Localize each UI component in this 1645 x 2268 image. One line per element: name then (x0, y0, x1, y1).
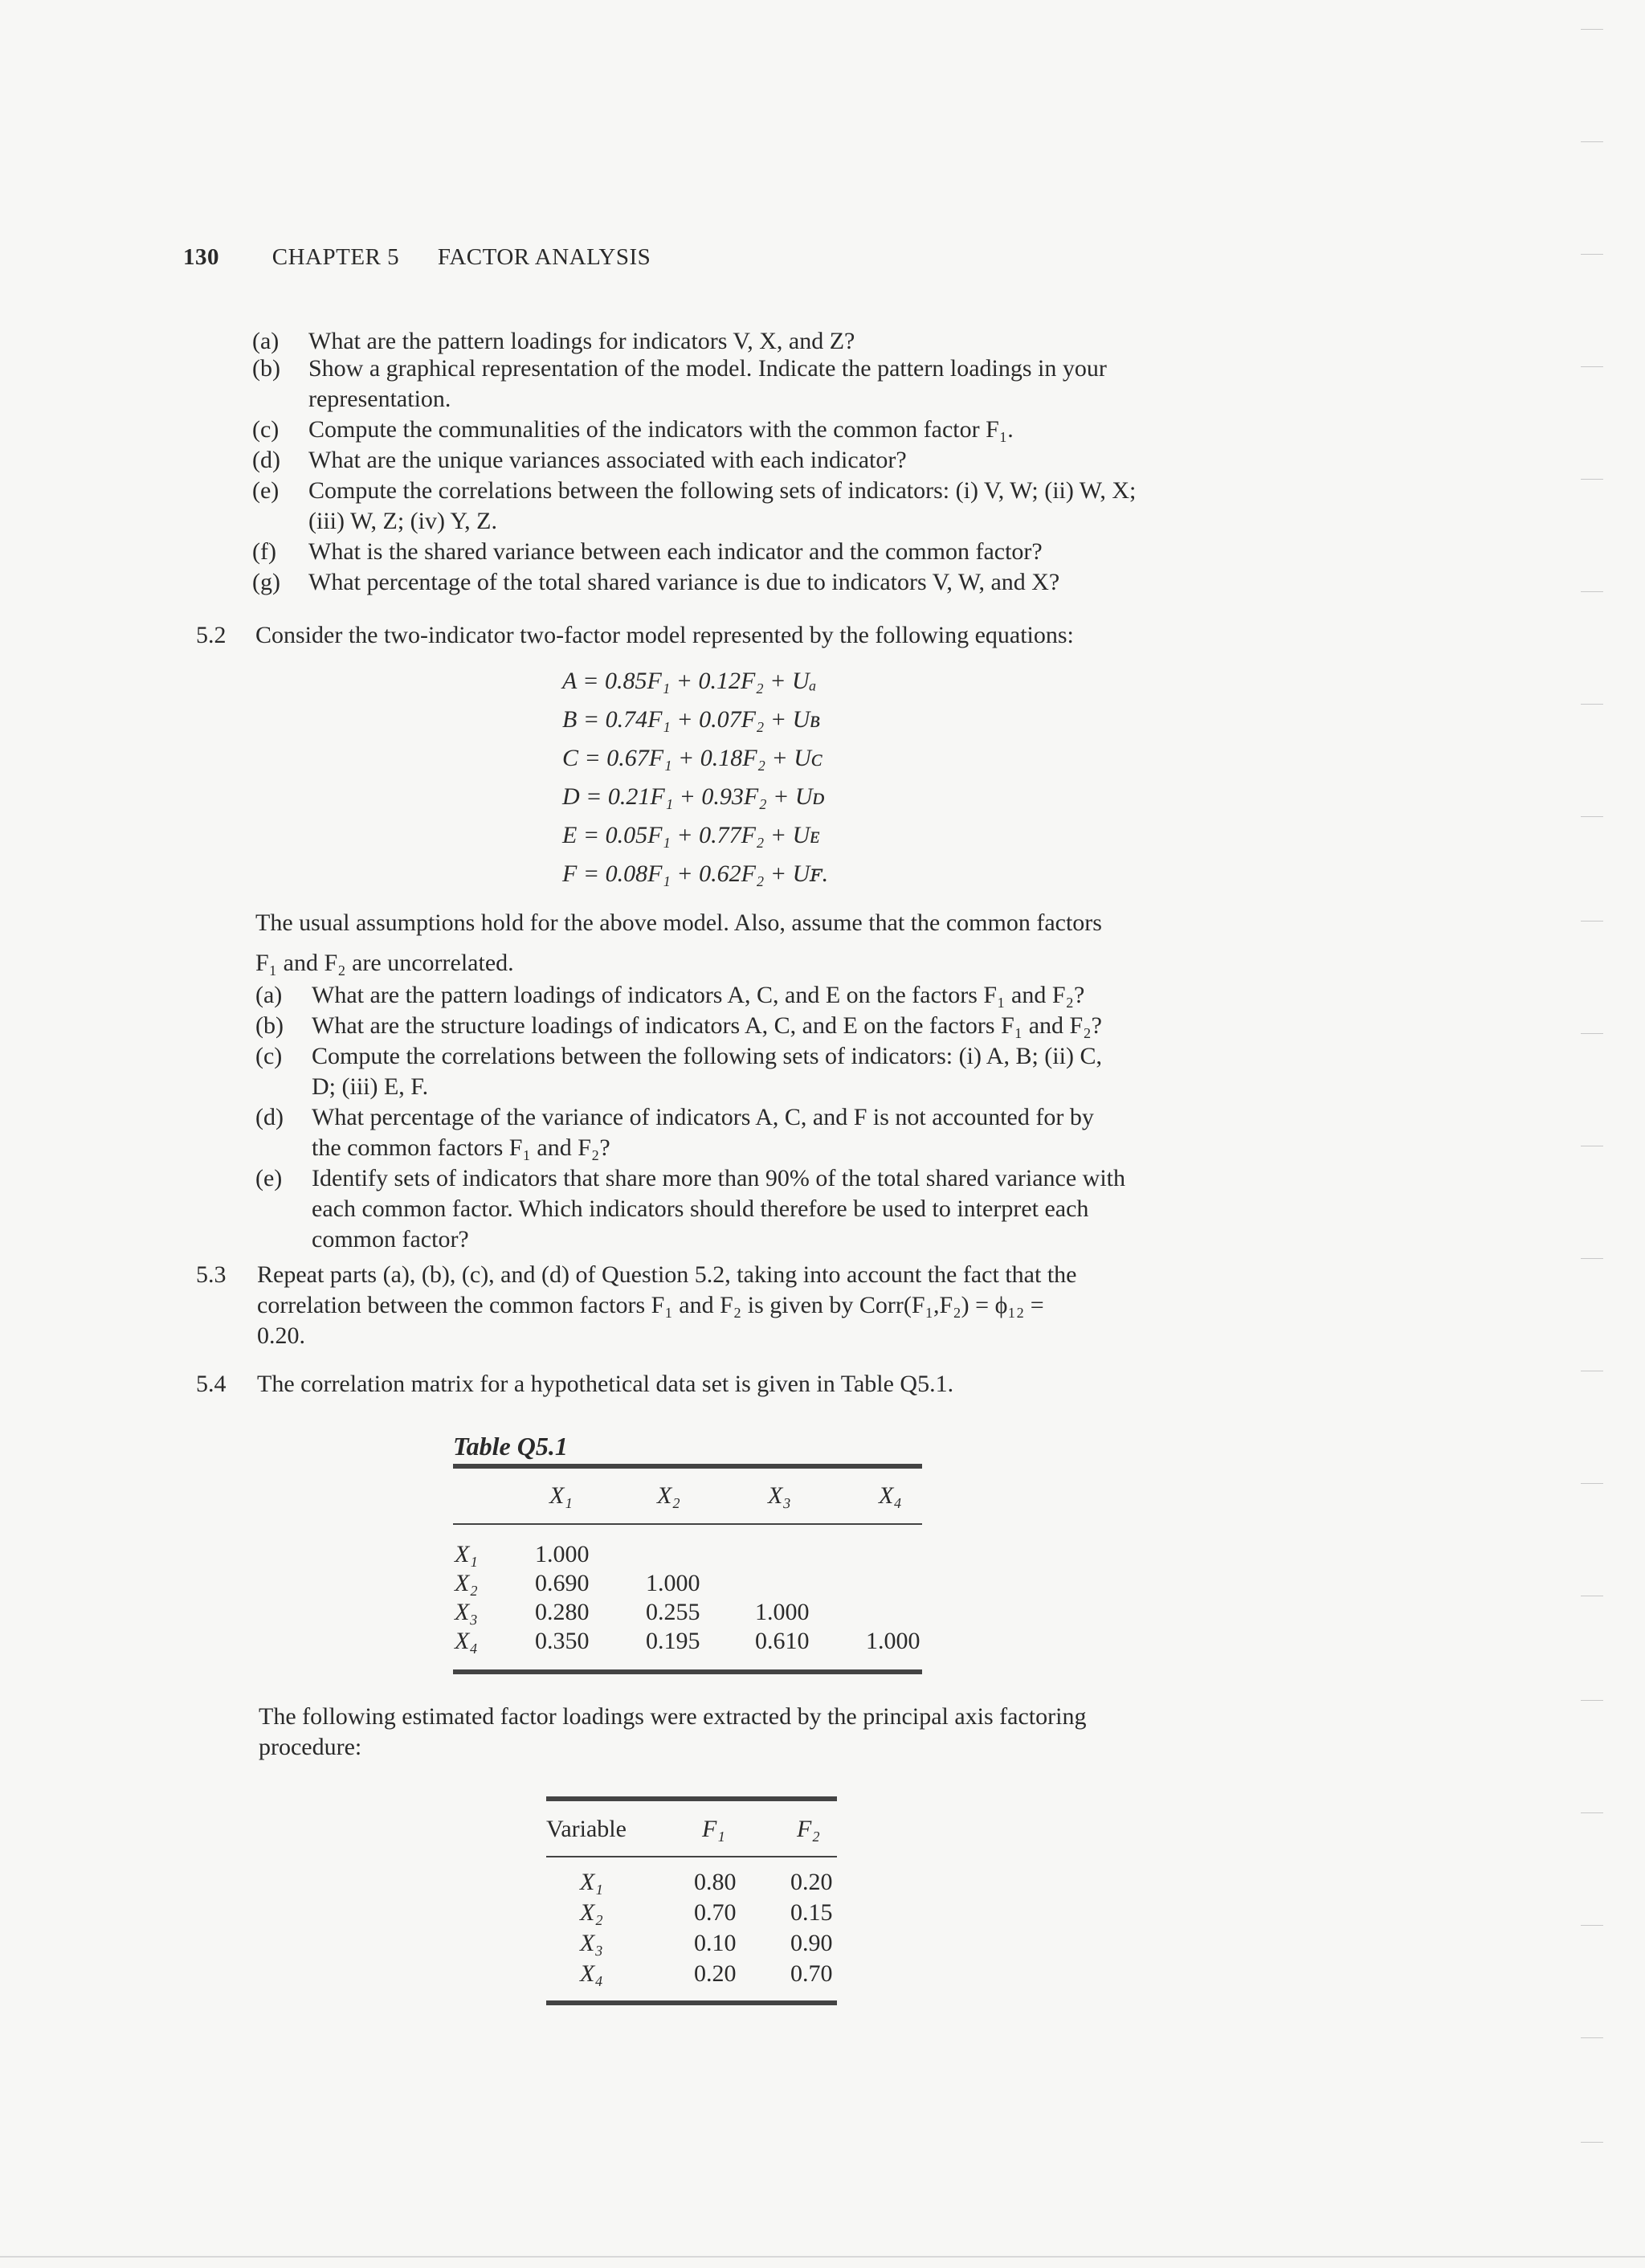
table-row-label: X₃ (580, 1930, 603, 1956)
equation-a: A = 0.85F₁ + 0.12F₂ + Uₐ (562, 668, 817, 694)
table-rule (546, 2000, 837, 2005)
table-cell: 0.70 (790, 1960, 833, 1987)
equation-f: F = 0.08F₁ + 0.62F₂ + Uꜰ. (562, 860, 829, 887)
table-row-label: X₁ (580, 1869, 603, 1895)
table-cell: 0.195 (646, 1628, 700, 1654)
q52-assumption-line-1: The usual assumptions hold for the above model. Also, assume that the common factors (255, 909, 1102, 936)
table-cell: 0.280 (535, 1599, 590, 1625)
table-rule (453, 1669, 922, 1674)
table-cell: 0.20 (790, 1869, 833, 1895)
table-cell: 0.690 (535, 1570, 590, 1596)
table-cell: 0.90 (790, 1930, 833, 1956)
table-cell: 1.000 (755, 1599, 810, 1625)
equation-c: C = 0.67F₁ + 0.18F₂ + Uᴄ (562, 745, 822, 771)
q54-number: 5.4 (196, 1371, 227, 1397)
q52-intro: Consider the two-indicator two-factor model represented by the following equations: (255, 622, 1074, 648)
table-cell: 1.000 (535, 1541, 590, 1567)
table-row-label: X₄ (580, 1960, 603, 1987)
equation-d: D = 0.21F₁ + 0.93F₂ + Uᴅ (562, 783, 825, 810)
q54-following-line-1: The following estimated factor loadings were extracted by the principal axis factoring (259, 1703, 1087, 1730)
q54-intro: The correlation matrix for a hypothetical data set is given in Table Q5.1. (257, 1371, 954, 1397)
table-cell: 0.10 (694, 1930, 737, 1956)
table-row-label: X₄ (455, 1628, 478, 1654)
table-header-cell: X₄ (879, 1482, 902, 1509)
table-rule (546, 1796, 837, 1801)
q52-number: 5.2 (196, 622, 227, 648)
table-cell: 0.20 (694, 1960, 737, 1987)
q52-assumption-line-2: F₁ and F₂ are uncorrelated. (255, 950, 514, 976)
table-cell: 0.80 (694, 1869, 737, 1895)
table-rule (453, 1523, 922, 1525)
table-rule (453, 1464, 922, 1469)
table-cell: 0.610 (755, 1628, 810, 1654)
table-header-cell: X₃ (768, 1482, 791, 1509)
table-header-cell: X₂ (657, 1482, 680, 1509)
table-cell: 0.15 (790, 1899, 833, 1926)
q53-number: 5.3 (196, 1261, 227, 1288)
table-header-cell: X₁ (549, 1482, 573, 1509)
table-row-label: X₂ (580, 1899, 603, 1926)
table-cell: 1.000 (646, 1570, 700, 1596)
table-q51-title: Table Q5.1 (453, 1432, 568, 1461)
table-cell: 0.350 (535, 1628, 590, 1654)
page-number: 130 (183, 244, 219, 270)
table-cell: 0.255 (646, 1599, 700, 1625)
q54-following-line-2: procedure: (259, 1734, 362, 1760)
scan-bottom-edge (0, 2256, 1645, 2258)
equation-e: E = 0.05F₁ + 0.77F₂ + Uᴇ (562, 822, 819, 848)
table-cell: 1.000 (866, 1628, 920, 1654)
table-header-cell: Variable (546, 1816, 627, 1842)
table-cell: 0.70 (694, 1899, 737, 1926)
table-row-label: X₂ (455, 1570, 478, 1596)
q52-equations (562, 662, 828, 893)
chapter-title: FACTOR ANALYSIS (437, 244, 651, 270)
table-rule (546, 1856, 837, 1857)
chapter-label: CHAPTER 5 (271, 244, 400, 270)
equation-b: B = 0.74F₁ + 0.07F₂ + Uʙ (562, 706, 821, 733)
table-header-cell: F₁ (702, 1816, 725, 1842)
table-row-label: X₁ (455, 1541, 478, 1567)
table-header-cell: F₂ (797, 1816, 820, 1842)
table-row-label: X₃ (455, 1599, 478, 1625)
running-header (183, 244, 651, 271)
